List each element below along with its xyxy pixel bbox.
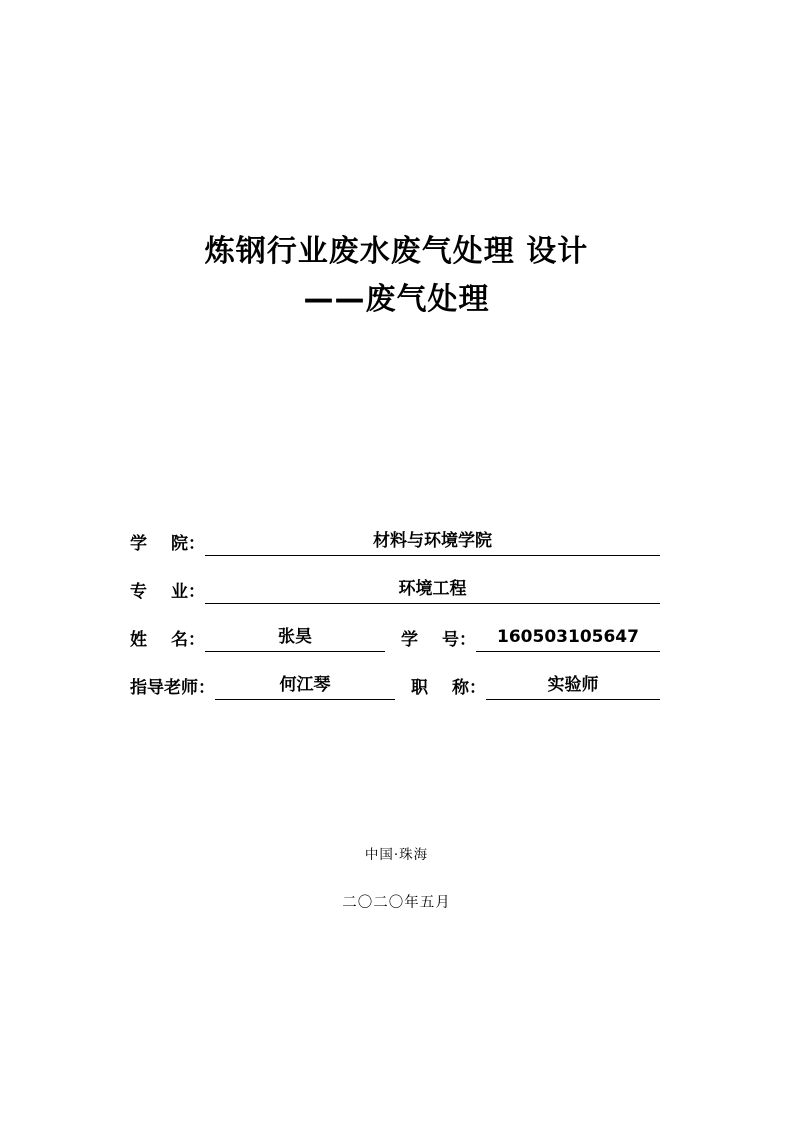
field-label-major: 专 业： (130, 582, 205, 602)
field-row-name-id (130, 604, 660, 652)
field-value-job-title[interactable]: 实验师 (486, 673, 660, 700)
field-value-name[interactable]: 张昊 (205, 625, 385, 652)
field-value-major[interactable]: 环境工程 (205, 577, 660, 604)
field-value-student-id[interactable]: 160503105647 (476, 625, 660, 652)
document-footer (0, 845, 793, 913)
title-line-main: 炼钢行业废水废气处理 设计 (204, 234, 589, 269)
field-label-advisor: 指导老师： (130, 678, 215, 698)
field-label-college: 学 院： (130, 534, 205, 554)
footer-location: 中国·珠海 (364, 847, 429, 863)
field-row-advisor-title (130, 652, 660, 700)
info-fields (130, 508, 660, 700)
field-row-major (130, 556, 660, 604)
field-label-name: 姓 名： (130, 630, 205, 650)
footer-date: 二〇二〇年五月 (342, 895, 451, 911)
field-value-college[interactable]: 材料与环境学院 (205, 529, 660, 556)
field-label-job-title: 职 称： (411, 678, 486, 698)
field-value-advisor[interactable]: 何江琴 (215, 673, 395, 700)
field-row-college (130, 508, 660, 556)
document-title (0, 228, 793, 324)
field-label-student-id: 学 号： (401, 630, 476, 650)
title-line-subtitle: ——废气处理 (303, 282, 490, 317)
